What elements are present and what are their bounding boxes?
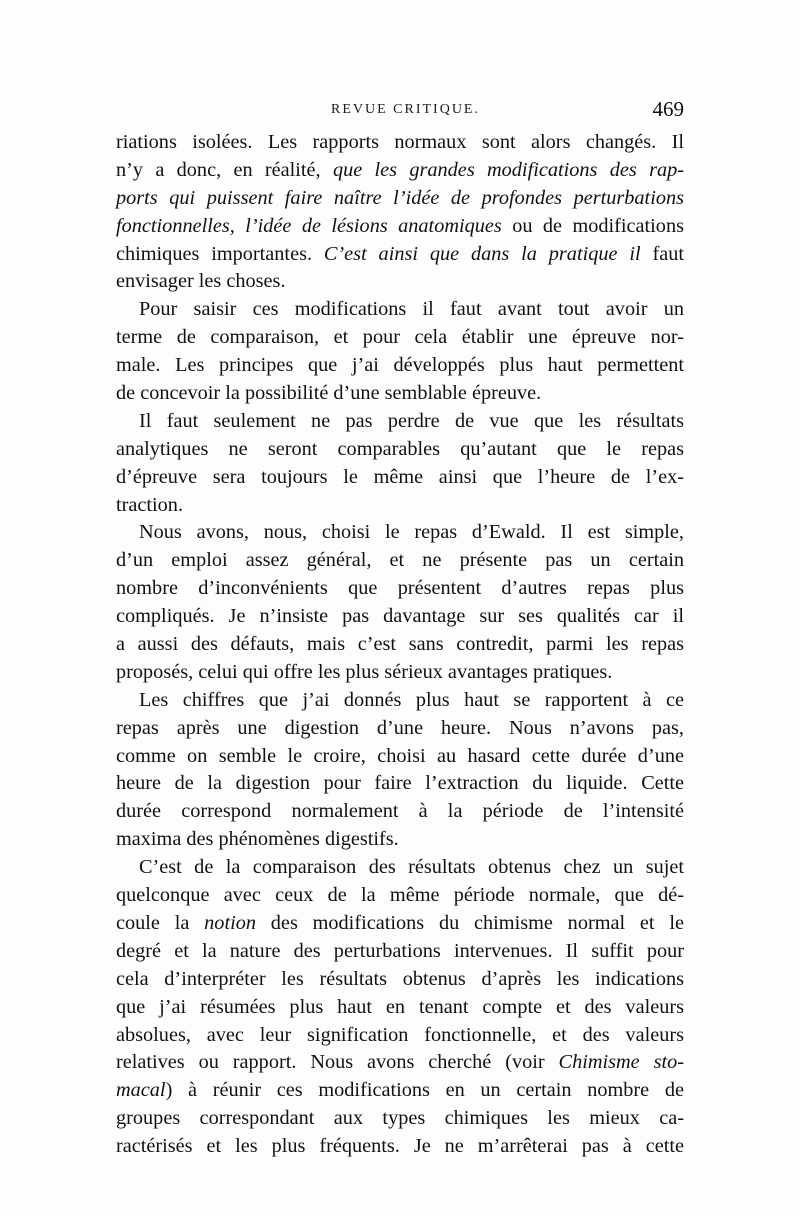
body-text xyxy=(116,129,684,1161)
italic-text: macal xyxy=(116,1079,166,1102)
text-line xyxy=(116,715,684,743)
text-line xyxy=(116,659,684,687)
text-run: repas après une digestion d’une heure. Nous n’avons pas, xyxy=(116,716,684,739)
text-run: maxima des phénomènes digestifs. xyxy=(116,828,399,851)
text-run: terme de comparaison, et pour cela établir une épreuve nor- xyxy=(116,326,684,349)
text-run: groupes correspondant aux types chimiques les mieux ca- xyxy=(116,1107,684,1130)
text-line xyxy=(116,603,684,631)
text-run: chimiques importantes. xyxy=(116,242,324,265)
text-run: relatives ou rapport. Nous avons cherché (voir xyxy=(116,1051,559,1074)
page-number: 469 xyxy=(652,97,684,121)
text-run: traction. xyxy=(116,493,184,516)
text-line xyxy=(116,770,684,798)
text-run: compliqués. Je n’insiste pas davantage sur ses qualités car il xyxy=(116,605,684,628)
text-line xyxy=(116,575,684,603)
text-run: d’épreuve sera toujours le même ainsi que l’heure de l’ex- xyxy=(116,465,684,488)
text-run: a aussi des défauts, mais c’est sans contredit, parmi les repas xyxy=(116,633,684,656)
text-line xyxy=(116,519,684,547)
text-line xyxy=(116,743,684,771)
text-line xyxy=(116,1022,684,1050)
text-line xyxy=(116,408,684,436)
text-line xyxy=(116,547,684,575)
text-line xyxy=(116,1105,684,1133)
text-run: de concevoir la possibilité d’une semblable épreuve. xyxy=(116,382,542,405)
text-line xyxy=(116,854,684,882)
text-run: ou de modifications xyxy=(501,214,684,237)
text-line xyxy=(116,910,684,938)
text-run: Il faut seulement ne pas perdre de vue que les résultats xyxy=(139,409,684,432)
text-run: d’un emploi assez général, et ne présente pas un certain xyxy=(116,549,684,572)
text-run: C’est de la comparaison des résultats obtenus chez un sujet xyxy=(139,856,684,879)
text-line xyxy=(116,213,684,241)
italic-text: notion xyxy=(204,911,256,934)
text-line xyxy=(116,631,684,659)
text-run: analytiques ne seront comparables qu’autant que le repas xyxy=(116,437,684,460)
text-line xyxy=(116,268,684,296)
text-run: ractérisés et les plus fréquents. Je ne m’arrêterai pas à cette xyxy=(116,1135,684,1158)
text-run: absolues, avec leur signification fonctionnelle, et des valeurs xyxy=(116,1023,684,1046)
text-line xyxy=(116,436,684,464)
text-line xyxy=(116,1077,684,1105)
text-line xyxy=(116,938,684,966)
text-run: Nous avons, nous, choisi le repas d’Ewald. Il est simple, xyxy=(139,521,684,544)
text-run: riations isolées. Les rapports normaux sont alors changés. Il xyxy=(116,131,684,153)
text-run: que j’ai résumées plus haut en tenant compte et des valeurs xyxy=(116,995,684,1018)
italic-text: Chimisme sto- xyxy=(558,1051,684,1074)
text-run: comme on semble le croire, choisi au hasard cette durée d’une xyxy=(116,744,684,767)
text-line xyxy=(116,185,684,213)
text-line xyxy=(116,798,684,826)
italic-text: C’est ainsi que dans la pratique il xyxy=(323,242,641,265)
text-line xyxy=(116,157,684,185)
page-header xyxy=(116,97,684,127)
text-run: male. Les principes que j’ai développés plus haut permettent xyxy=(116,354,684,377)
text-line xyxy=(116,129,684,157)
text-line xyxy=(116,826,684,854)
text-line xyxy=(116,966,684,994)
text-run: Les chiffres que j’ai donnés plus haut se rapportent à ce xyxy=(139,688,684,711)
text-run: degré et la nature des perturbations intervenues. Il suffit pour xyxy=(116,939,684,962)
text-run: ) à réunir ces modifications en un certain nombre de xyxy=(165,1079,684,1102)
text-line xyxy=(116,1133,684,1161)
text-run: faut xyxy=(640,242,685,265)
text-run: n’y a donc, en réalité, xyxy=(116,158,333,181)
text-line xyxy=(116,380,684,408)
text-run: envisager les choses. xyxy=(116,270,286,293)
text-run: proposés, celui qui offre les plus sérieux avantages pratiques. xyxy=(116,660,613,683)
text-line xyxy=(116,492,684,520)
text-run: nombre d’inconvénients que présentent d’autres repas plus xyxy=(116,577,684,600)
text-line xyxy=(116,241,684,269)
text-run: quelconque avec ceux de la même période normale, que dé- xyxy=(116,884,684,907)
text-line xyxy=(116,296,684,324)
text-run: Pour saisir ces modifications il faut avant tout avoir un xyxy=(139,298,684,321)
text-run: coule la xyxy=(116,911,205,934)
text-line xyxy=(116,324,684,352)
running-head: REVUE CRITIQUE. xyxy=(331,102,480,117)
text-run: heure de la digestion pour faire l’extraction du liquide. Cette xyxy=(116,772,684,795)
italic-text: que les grandes modifications des rap- xyxy=(332,158,684,181)
text-line xyxy=(116,994,684,1022)
text-line xyxy=(116,1049,684,1077)
text-line xyxy=(116,882,684,910)
text-run: des modifications du chimisme normal et le xyxy=(256,911,684,934)
text-line xyxy=(116,352,684,380)
text-line xyxy=(116,687,684,715)
text-line xyxy=(116,464,684,492)
italic-text: fonctionnelles, l’idée de lésions anatomiques xyxy=(116,214,502,237)
text-run: cela d’interpréter les résultats obtenus d’après les indications xyxy=(116,967,684,990)
text-run: durée correspond normalement à la période de l’intensité xyxy=(116,800,684,823)
italic-text: ports qui puissent faire naître l’idée de profondes perturbations xyxy=(116,186,684,209)
